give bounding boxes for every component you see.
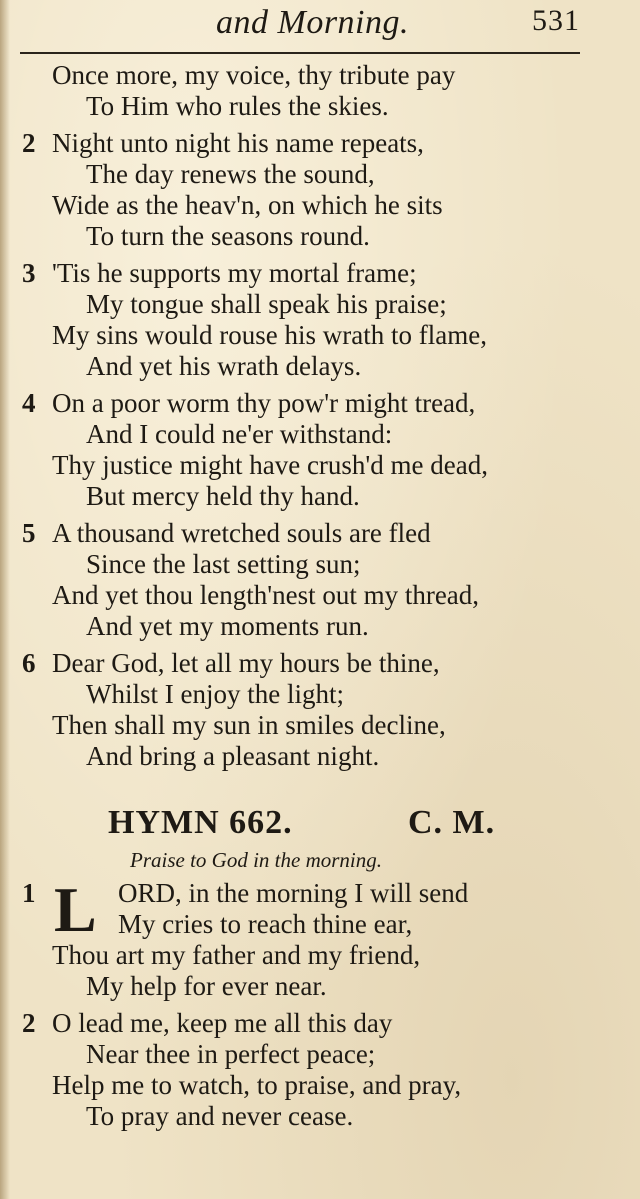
verse-line: Whilst I enjoy the light; bbox=[86, 679, 344, 709]
stanza-number: 6 bbox=[22, 648, 36, 678]
verse-line: My sins would rouse his wrath to flame, bbox=[52, 320, 487, 350]
stanza-number: 2 bbox=[22, 128, 36, 158]
verse-line bbox=[20, 518, 600, 549]
verse-text: ORD, in the morning I will send bbox=[118, 878, 469, 908]
verse-line: And yet his wrath delays. bbox=[86, 351, 362, 381]
verse-line: My cries to reach thine ear, bbox=[118, 909, 413, 939]
verse-line: Wide as the heav'n, on which he sits bbox=[52, 190, 443, 220]
drop-cap: L bbox=[54, 874, 97, 945]
verse-line: My help for ever near. bbox=[86, 971, 327, 1001]
hymn-662-text bbox=[20, 874, 600, 1132]
verse-line: To Him who rules the skies. bbox=[86, 91, 389, 121]
verse-text: 'Tis he supports my mortal frame; bbox=[52, 258, 417, 288]
verse-line: To turn the seasons round. bbox=[86, 221, 370, 251]
stanza-number: 3 bbox=[22, 258, 36, 288]
verse-line bbox=[20, 1008, 600, 1039]
verse-line bbox=[20, 258, 600, 289]
hymn-meter: C. M. bbox=[408, 804, 496, 841]
hymn-661-continuation bbox=[20, 60, 600, 772]
verse-line: And yet thou length'nest out my thread, bbox=[52, 580, 480, 610]
verse-line: But mercy held thy hand. bbox=[86, 481, 360, 511]
hymn-heading bbox=[108, 804, 528, 848]
hymn-title: HYMN 662. bbox=[108, 804, 293, 841]
verse-line bbox=[20, 648, 600, 679]
page-number: 531 bbox=[532, 4, 580, 37]
verse-line: Once more, my voice, thy tribute pay bbox=[52, 60, 456, 90]
verse-line: Thou art my father and my friend, bbox=[52, 940, 421, 970]
stanza-number: 2 bbox=[22, 1008, 36, 1038]
hymn-subtitle: Praise to God in the morning. bbox=[130, 848, 382, 872]
verse-line: Help me to watch, to praise, and pray, bbox=[52, 1070, 462, 1100]
page-header bbox=[20, 0, 580, 56]
verse-line bbox=[20, 128, 600, 159]
stanza-number: 5 bbox=[22, 518, 36, 548]
stanza-number: 1 bbox=[22, 878, 36, 908]
stanza-number: 4 bbox=[22, 388, 36, 418]
header-rule bbox=[20, 52, 580, 54]
verse-line: And yet my moments run. bbox=[86, 611, 369, 641]
verse-line: The day renews the sound, bbox=[86, 159, 375, 189]
verse-text: A thousand wretched souls are fled bbox=[52, 518, 431, 548]
running-title: and Morning. bbox=[216, 4, 409, 41]
verse-line: Near thee in perfect peace; bbox=[86, 1039, 376, 1069]
verse-line: And bring a pleasant night. bbox=[86, 741, 380, 771]
verse-line: To pray and never cease. bbox=[86, 1101, 354, 1131]
verse-line: My tongue shall speak his praise; bbox=[86, 289, 447, 319]
verse-text: O lead me, keep me all this day bbox=[52, 1008, 393, 1038]
verse-text: Night unto night his name repeats, bbox=[52, 128, 424, 158]
verse-line: Thy justice might have crush'd me dead, bbox=[52, 450, 488, 480]
verse-line: Then shall my sun in smiles decline, bbox=[52, 710, 446, 740]
verse-line bbox=[20, 388, 600, 419]
verse-line: Since the last setting sun; bbox=[86, 549, 361, 579]
page-edge bbox=[0, 0, 10, 1199]
verse-line: And I could ne'er withstand: bbox=[86, 419, 393, 449]
verse-text: Dear God, let all my hours be thine, bbox=[52, 648, 440, 678]
verse-text: On a poor worm thy pow'r might tread, bbox=[52, 388, 476, 418]
